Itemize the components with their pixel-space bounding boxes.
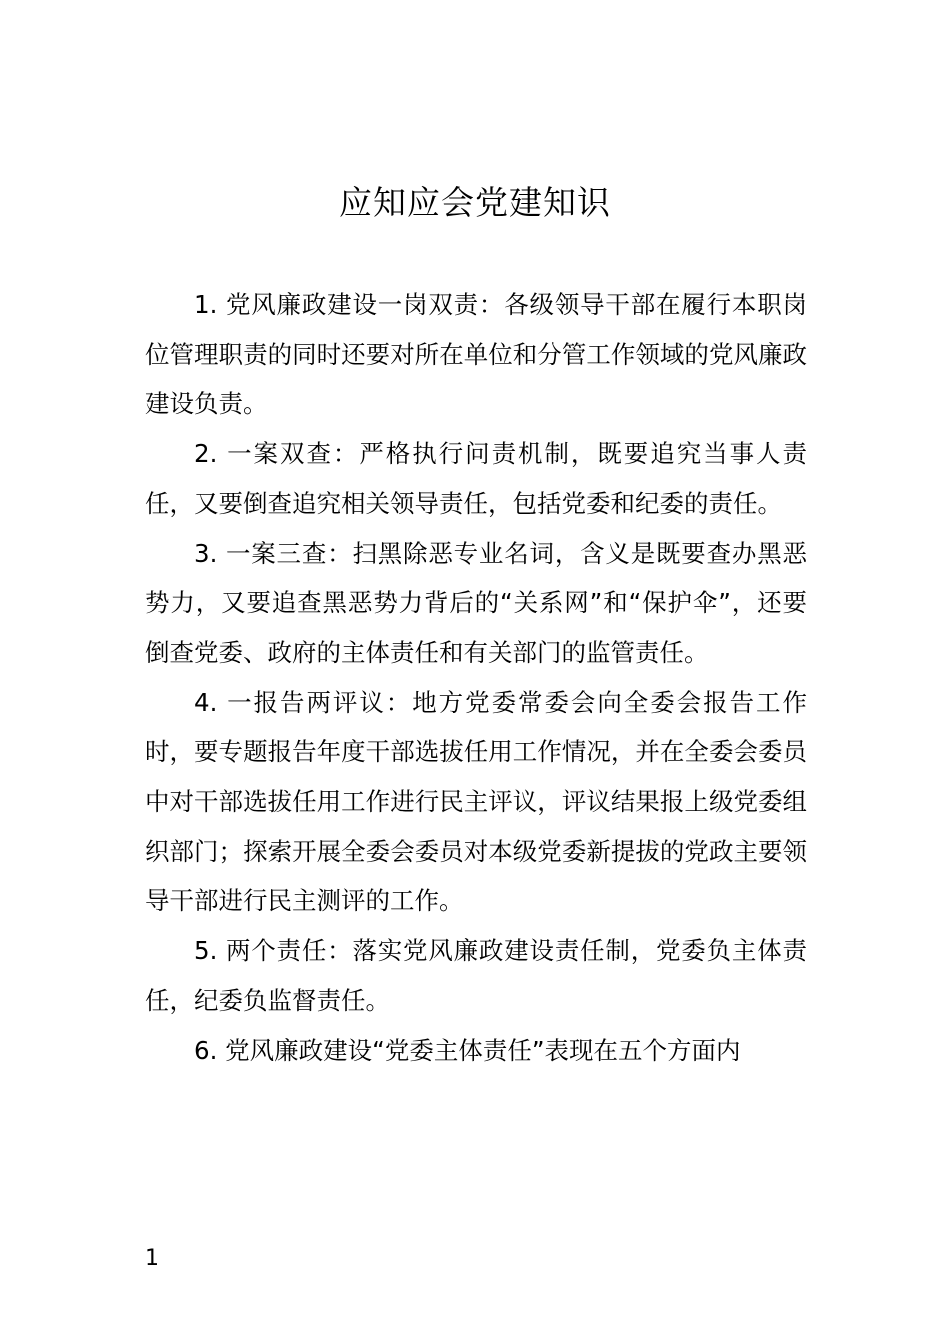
paragraph-2: 2. 一案双查：严格执行问责机制，既要追究当事人责任，又要倒查追究相关领导责任，包括党委和纪委的责任。 [145,439,807,518]
page-title: 应知应会党建知识 [339,183,611,222]
paragraph-4: 4. 一报告两评议：地方党委常委会向全委会报告工作时，要专题报告年度干部选拔任用工作情况，并在全委会委员中对干部选拔任用工作进行民主评议，评议结果报上级党委组织部门；探索开展全委会委员对本级党委新提拔的党政主要领导干部进行民主测评的工作。 [145,687,807,916]
paragraph-6: 6. 党风廉政建设“党委主体责任”表现在五个方面内 [194,1035,741,1065]
paragraph-5: 5. 两个责任：落实党风廉政建设责任制，党委负主体责任，纪委负监督责任。 [145,936,807,1015]
paragraph-3: 3. 一案三查：扫黑除恶专业名词，含义是既要查办黑恶势力，又要追查黑恶势力背后的“关系网”和“保护伞”，还要倒查党委、政府的主体责任和有关部门的监管责任。 [145,538,807,667]
page-number: 1 [145,1246,159,1271]
document-body [145,280,807,1075]
paragraph-1: 1. 党风廉政建设一岗双责：各级领导干部在履行本职岗位管理职责的同时还要对所在单位和分管工作领域的党风廉政建设负责。 [145,290,807,419]
